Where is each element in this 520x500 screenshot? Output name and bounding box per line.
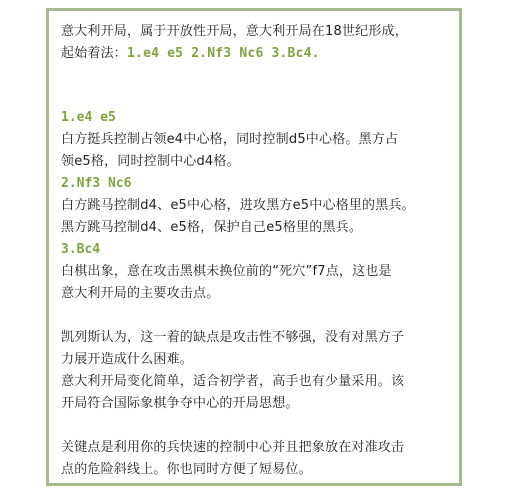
commentary-2-line-1: 意大利开局变化简单，适合初学者，高手也有少量采用。该	[61, 374, 405, 389]
intro-moves: 1.e4 e5 2.Nf3 Nc6 3.Bc4.	[127, 46, 320, 61]
section-heading-2: 2.Nf3 Nc6	[61, 176, 132, 191]
spacer	[61, 305, 447, 327]
commentary-3-line-2: 点的危险斜线上。你也同时方便了短易位。	[61, 462, 312, 477]
intro-line-1: 意大利开局，属于开放性开局，意大利开局在18世纪形成，	[61, 24, 408, 39]
section-2-line-2: 黑方跳马控制d4、e5格，保护自己e5格里的黑兵。	[61, 220, 363, 235]
spacer	[61, 415, 447, 437]
section-3-line-1: 白棋出象，意在攻击黑棋未换位前的“死穴”f7点，这也是	[61, 264, 392, 279]
section-3-line-2: 意大利开局的主要攻击点。	[61, 286, 220, 301]
section-1-line-1: 白方挺兵控制占领e4中心格，同时控制d5中心格。黑方占	[61, 132, 399, 147]
spacer	[61, 65, 447, 87]
section-heading-1: 1.e4 e5	[61, 110, 116, 125]
commentary-1-line-1: 凯列斯认为，这一着的缺点是攻击性不够强，没有对黑方子	[61, 330, 405, 345]
article-frame	[46, 8, 462, 486]
commentary-1-line-2: 力展开造成什么困难。	[61, 352, 194, 367]
spacer	[61, 87, 447, 107]
section-heading-3: 3.Bc4	[61, 242, 101, 257]
commentary-2-line-2: 开局符合国际象棋争夺中心的开局思想。	[61, 396, 299, 411]
section-1-line-2: 领e5格，同时控制中心d4格。	[61, 154, 240, 169]
section-2-line-1: 白方跳马控制d4、e5中心格，进攻黑方e5中心格里的黑兵。	[61, 198, 415, 213]
intro-prefix: 起始着法：	[61, 46, 128, 61]
commentary-3-line-1: 关键点是利用你的兵快速的控制中心并且把象放在对准攻击	[61, 440, 405, 455]
intro-line-2	[61, 43, 447, 65]
